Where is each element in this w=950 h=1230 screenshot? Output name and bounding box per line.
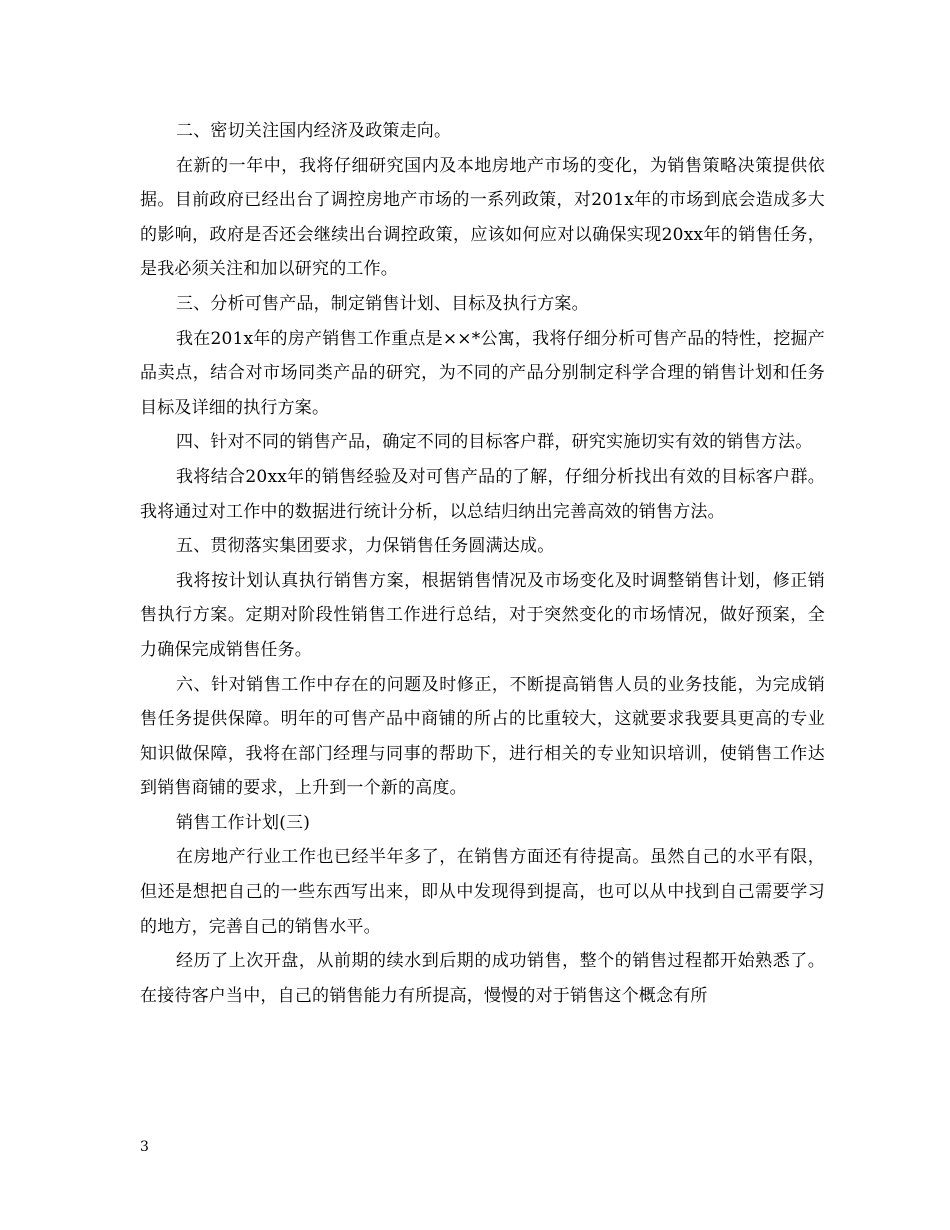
page-number: 3 — [140, 1139, 149, 1155]
section-heading-products: 三、分析可售产品，制定销售计划、目标及执行方案。 — [176, 293, 589, 314]
paragraph-market-research: 在新的一年中，我将仔细研究国内及本地房地产市场的变化，为销售策略决策提供依据。目前政府已经出台了调控房地产市场的一系列政策，对201x年的市场到底会造成多大的影响，政府是否还会继续出台调控政策，应该如何应对以确保实现20xx年的销售任务，是我必须关注和加以研究的工作。 — [140, 155, 825, 280]
section-title-sales-plan-3: 销售工作计划(三) — [176, 812, 311, 833]
document-body — [140, 114, 825, 1013]
paragraph-sales-execution: 我将按计划认真执行销售方案，根据销售情况及市场变化及时调整销售计划，修正销售执行方案。定期对阶段性销售工作进行总结，对于突然变化的市场情况，做好预案，全力确保完成销售任务。 — [140, 570, 825, 660]
section-heading-group-requirements: 五、贯彻落实集团要求，力保销售任务圆满达成。 — [176, 536, 555, 557]
section-heading-customers: 四、针对不同的销售产品，确定不同的目标客户群，研究实施切实有效的销售方法。 — [176, 432, 813, 453]
paragraph-customer-groups: 我将结合20xx年的销售经验及对可售产品的了解，仔细分析找出有效的目标客户群。我将通过对工作中的数据进行统计分析，以总结归纳出完善高效的销售方法。 — [140, 466, 825, 522]
paragraph-opening-experience: 经历了上次开盘，从前期的续水到后期的成功销售，整个的销售过程都开始熟悉了。在接待客户当中，自己的销售能力有所提高，慢慢的对于销售这个概念有所 — [140, 951, 825, 1006]
paragraph-product-analysis: 我在201x年的房产销售工作重点是××*公寓，我将仔细分析可售产品的特性，挖掘产品卖点，结合对市场同类产品的研究，为不同的产品分别制定科学合理的销售计划和任务目标及详细的执行方案。 — [140, 328, 825, 418]
section-heading-policy: 二、密切关注国内经济及政策走向。 — [176, 121, 452, 141]
paragraph-real-estate-experience: 在房地产行业工作也已经半年多了，在销售方面还有待提高。虽然自己的水平有限，但还是想把自己的一些东西写出来，即从中发现得到提高，也可以从中找到自己需要学习的地方，完善自己的销售水平。 — [140, 847, 825, 937]
section-heading-skills: 六、针对销售工作中存在的问题及时修正，不断提高销售人员的业务技能，为完成销售任务提供保障。明年的可售产品中商铺的所占的比重较大，这就要求我要具更高的专业知识做保障，我将在部门经理与同事的帮助下，进行相关的专业知识培训，使销售工作达到销售商铺的要求，上升到一个新的高度。 — [140, 674, 825, 799]
